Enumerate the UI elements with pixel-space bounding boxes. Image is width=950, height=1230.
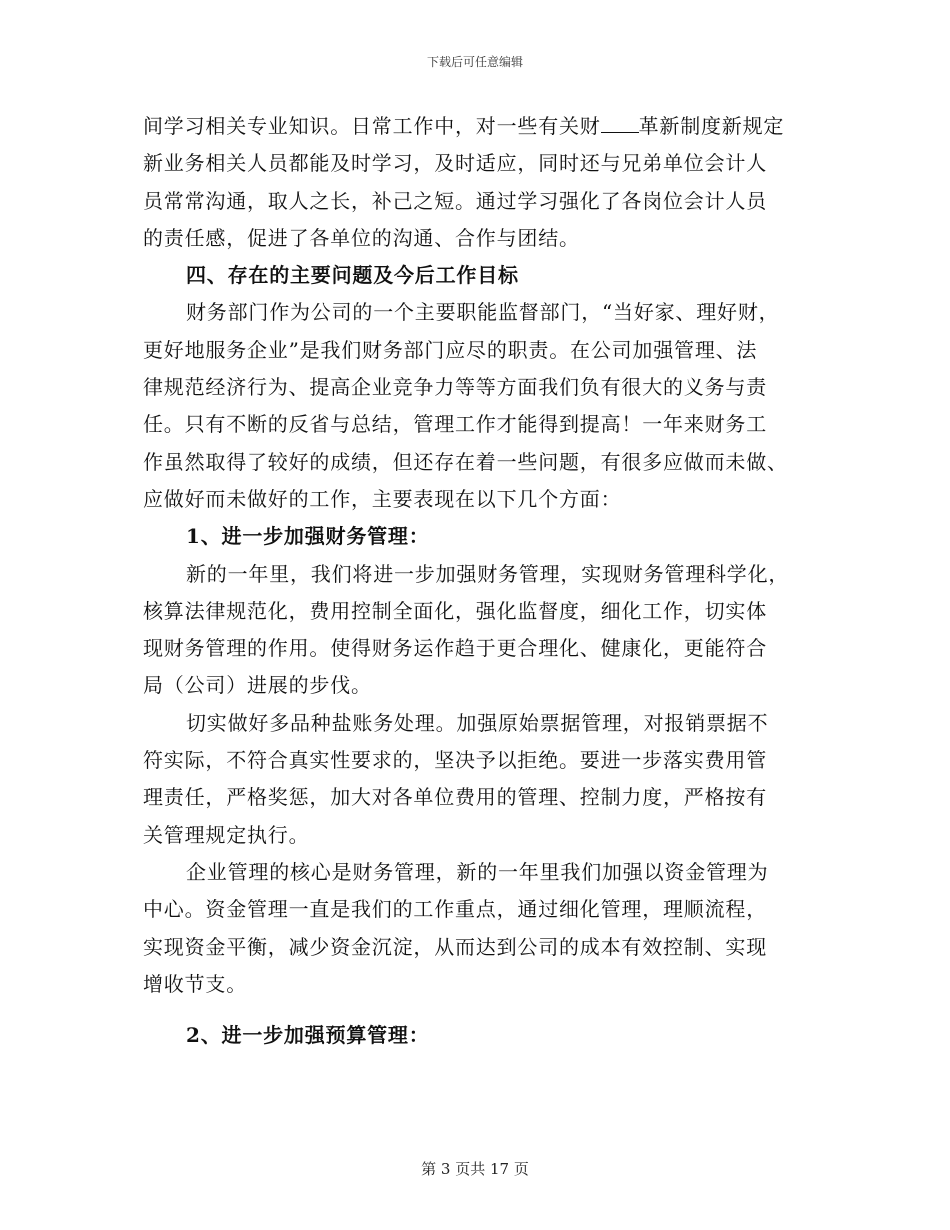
text-line: 任。只有不断的反省与总结，管理工作才能得到提高！一年来财务工 <box>143 412 767 437</box>
document-body <box>143 108 808 1054</box>
paragraph-fund-management <box>143 854 808 1003</box>
paragraph-study <box>143 108 808 257</box>
fill-in-blank <box>601 112 639 133</box>
text-line: 的责任感，促进了各单位的沟通、合作与团结。 <box>143 225 580 250</box>
subheading-finance-management: 1、进一步加强财务管理： <box>186 524 430 549</box>
text-line: 核算法律规范化，费用控制全面化，强化监督度，细化工作，切实体 <box>143 598 767 623</box>
page-header: 下载后可任意编辑 <box>426 55 523 69</box>
paragraph-new-year <box>143 556 808 705</box>
section-heading-problems: 四、存在的主要问题及今后工作目标 <box>186 263 519 288</box>
spacer <box>143 1003 808 1017</box>
text-segment: 革新制度新规定 <box>638 114 785 138</box>
text-line: 新的一年里，我们将进一步加强财务管理，实现财务管理科学化， <box>186 561 790 586</box>
text-segment: 间学习相关专业知识。日常工作中，对一些有关财 <box>143 114 601 138</box>
text-line: 局（公司）进展的步伐。 <box>143 673 372 698</box>
text-line: 更好地服务企业”是我们财务部门应尽的职责。在公司加强管理、法 <box>143 337 758 362</box>
text-line: 现财务管理的作用。使得财务运作趋于更合理化、健康化，更能符合 <box>143 636 767 661</box>
text-line: 切实做好多品种盐账务处理。加强原始票据管理，对报销票据不 <box>186 710 769 735</box>
text-line: 律规范经济行为、提高企业竞争力等等方面我们负有很大的义务与责 <box>143 375 767 400</box>
subheading-budget-management: 2、进一步加强预算管理： <box>186 1023 430 1048</box>
text-line: 理责任，严格奖惩，加大对各单位费用的管理、控制力度，严格按有 <box>143 785 767 810</box>
text-line: 增收节支。 <box>143 971 247 996</box>
text-line: 中心。资金管理一直是我们的工作重点，通过细化管理，理顺流程， <box>143 897 767 922</box>
text-line: 财务部门作为公司的一个主要职能监督部门，“当好家、理好财， <box>186 300 780 325</box>
text-line: 符实际，不符合真实性要求的，坚决予以拒绝。要进一步落实费用管 <box>143 748 767 773</box>
text-line <box>143 108 808 145</box>
text-line: 作虽然取得了较好的成绩，但还存在着一些问题，有很多应做而未做、 <box>143 449 788 474</box>
text-line: 应做好而未做好的工作，主要表现在以下几个方面： <box>143 486 622 511</box>
text-line: 关管理规定执行。 <box>143 822 310 847</box>
page-footer: 第 3 页共 17 页 <box>421 1160 529 1178</box>
text-line: 实现资金平衡，减少资金沉淀，从而达到公司的成本有效控制、实现 <box>143 934 767 959</box>
paragraph-finance-role <box>143 294 808 518</box>
text-line: 企业管理的核心是财务管理，新的一年里我们加强以资金管理为 <box>186 859 769 884</box>
text-line: 员常常沟通，取人之长，补己之短。通过学习强化了各岗位会计人员 <box>143 188 767 213</box>
text-line: 新业务相关人员都能及时学习，及时适应，同时还与兄弟单位会计人 <box>143 151 767 176</box>
paragraph-salt-accounts <box>143 705 808 854</box>
